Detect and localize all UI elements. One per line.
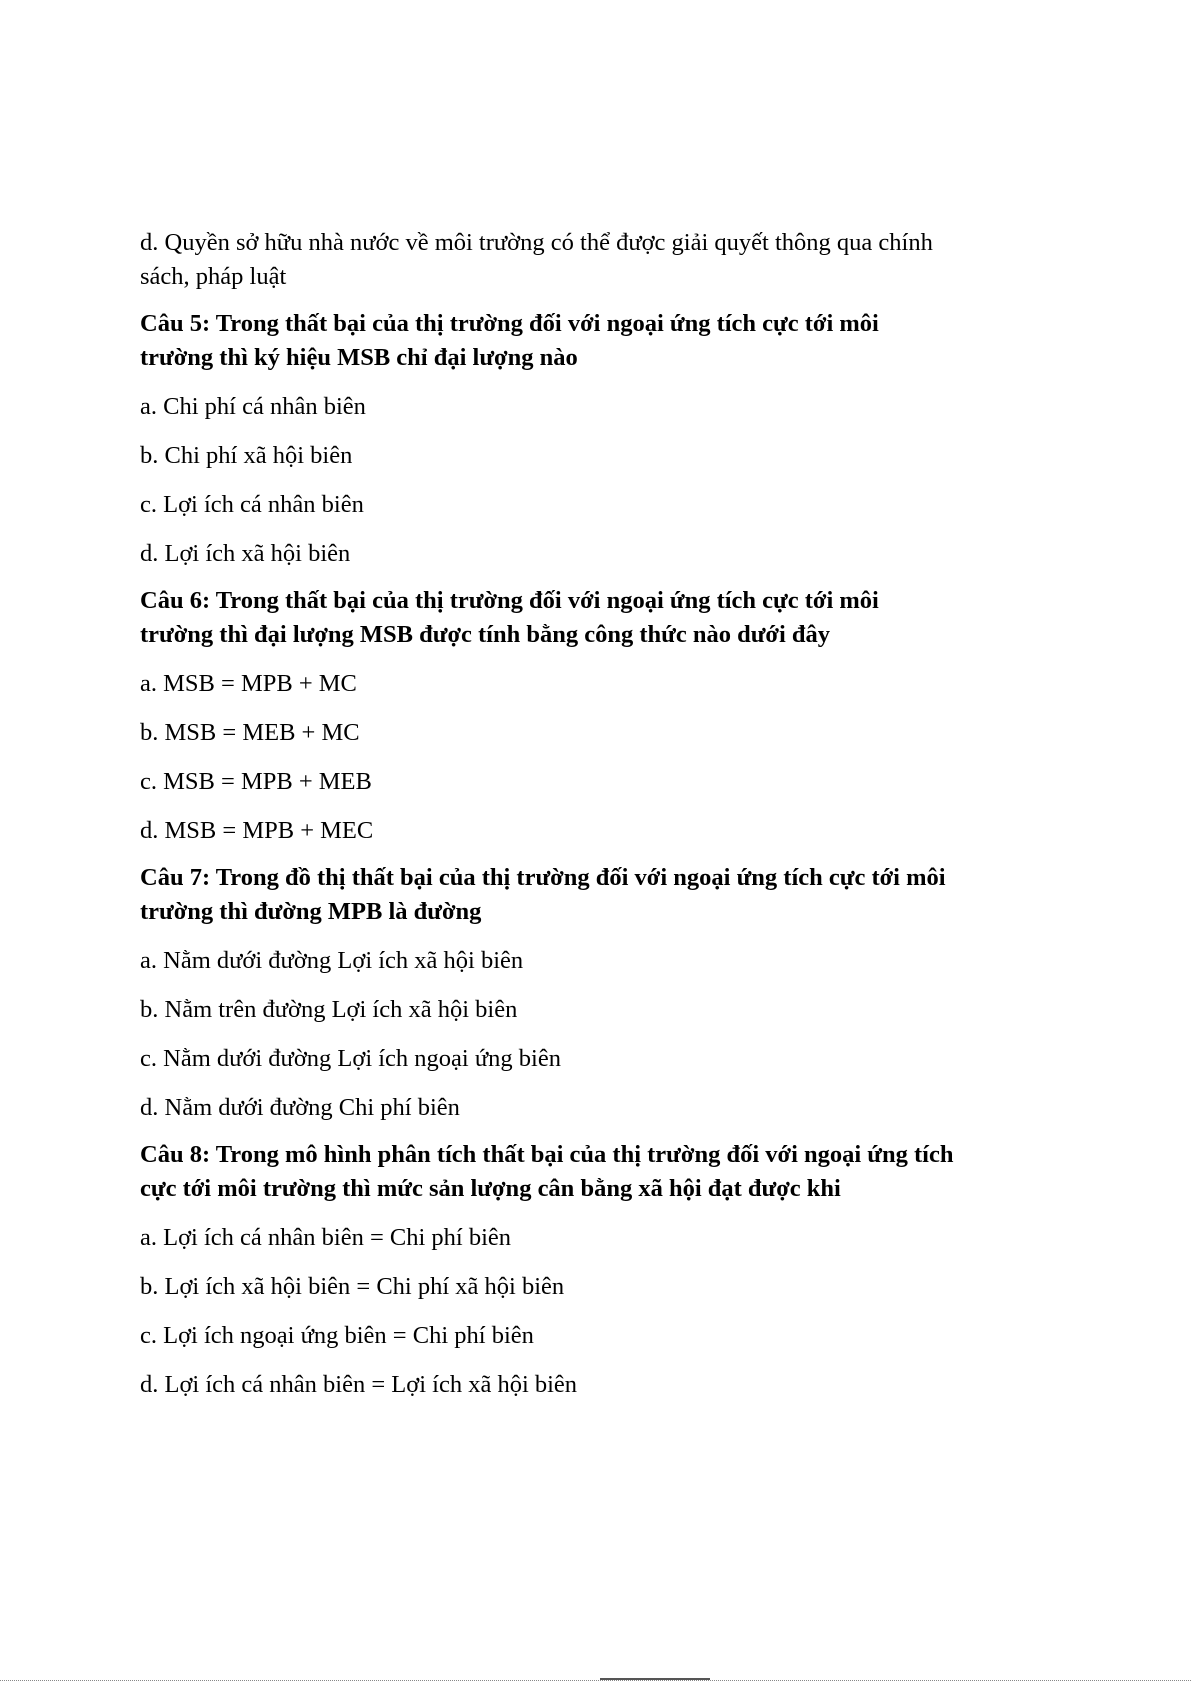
question-6-option-c: c. MSB = MPB + MEB [140, 768, 372, 795]
question-5-option-b: b. Chi phí xã hội biên [140, 442, 353, 469]
question-5-option-d: d. Lợi ích xã hội biên [140, 540, 351, 567]
answer-option-line: d. Quyền sở hữu nhà nước về môi trường có thể được giải quyết thông qua chính [140, 229, 933, 256]
question-7-option-c: c. Nằm dưới đường Lợi ích ngoại ứng biên [140, 1045, 561, 1072]
question-5-option-c: c. Lợi ích cá nhân biên [140, 491, 364, 518]
question-6-option-d: d. MSB = MPB + MEC [140, 817, 374, 844]
question-7-option-b: b. Nằm trên đường Lợi ích xã hội biên [140, 996, 518, 1023]
question-7-option-a: a. Nằm dưới đường Lợi ích xã hội biên [140, 947, 524, 974]
question-6-option-b: b. MSB = MEB + MC [140, 719, 360, 746]
question-8-heading: Câu 8: Trong mô hình phân tích thất bại của thị trường đối với ngoại ứng tích [140, 1141, 954, 1168]
question-8-option-c: c. Lợi ích ngoại ứng biên = Chi phí biên [140, 1322, 534, 1349]
page-bottom-mark [600, 1678, 710, 1680]
question-5-heading-continuation: trường thì ký hiệu MSB chỉ đại lượng nào [140, 344, 578, 371]
answer-option-continuation: sách, pháp luật [140, 263, 287, 290]
question-8-heading-continuation: cực tới môi trường thì mức sản lượng cân bằng xã hội đạt được khi [140, 1175, 841, 1202]
question-7-option-d: d. Nằm dưới đường Chi phí biên [140, 1094, 460, 1121]
question-8-option-d: d. Lợi ích cá nhân biên = Lợi ích xã hội biên [140, 1371, 578, 1398]
page-bottom-divider [0, 1680, 1191, 1681]
question-6-heading: Câu 6: Trong thất bại của thị trường đối với ngoại ứng tích cực tới môi [140, 587, 879, 614]
question-5-heading: Câu 5: Trong thất bại của thị trường đối với ngoại ứng tích cực tới môi [140, 310, 879, 337]
question-8-option-a: a. Lợi ích cá nhân biên = Chi phí biên [140, 1224, 512, 1251]
question-8-option-b: b. Lợi ích xã hội biên = Chi phí xã hội biên [140, 1273, 565, 1300]
question-5-option-a: a. Chi phí cá nhân biên [140, 393, 366, 420]
page-content [140, 226, 1080, 1402]
question-7-heading-continuation: trường thì đường MPB là đường [140, 898, 482, 925]
question-6-option-a: a. MSB = MPB + MC [140, 670, 357, 697]
question-6-heading-continuation: trường thì đại lượng MSB được tính bằng công thức nào dưới đây [140, 621, 831, 648]
question-7-heading: Câu 7: Trong đồ thị thất bại của thị trường đối với ngoại ứng tích cực tới môi [140, 864, 946, 891]
